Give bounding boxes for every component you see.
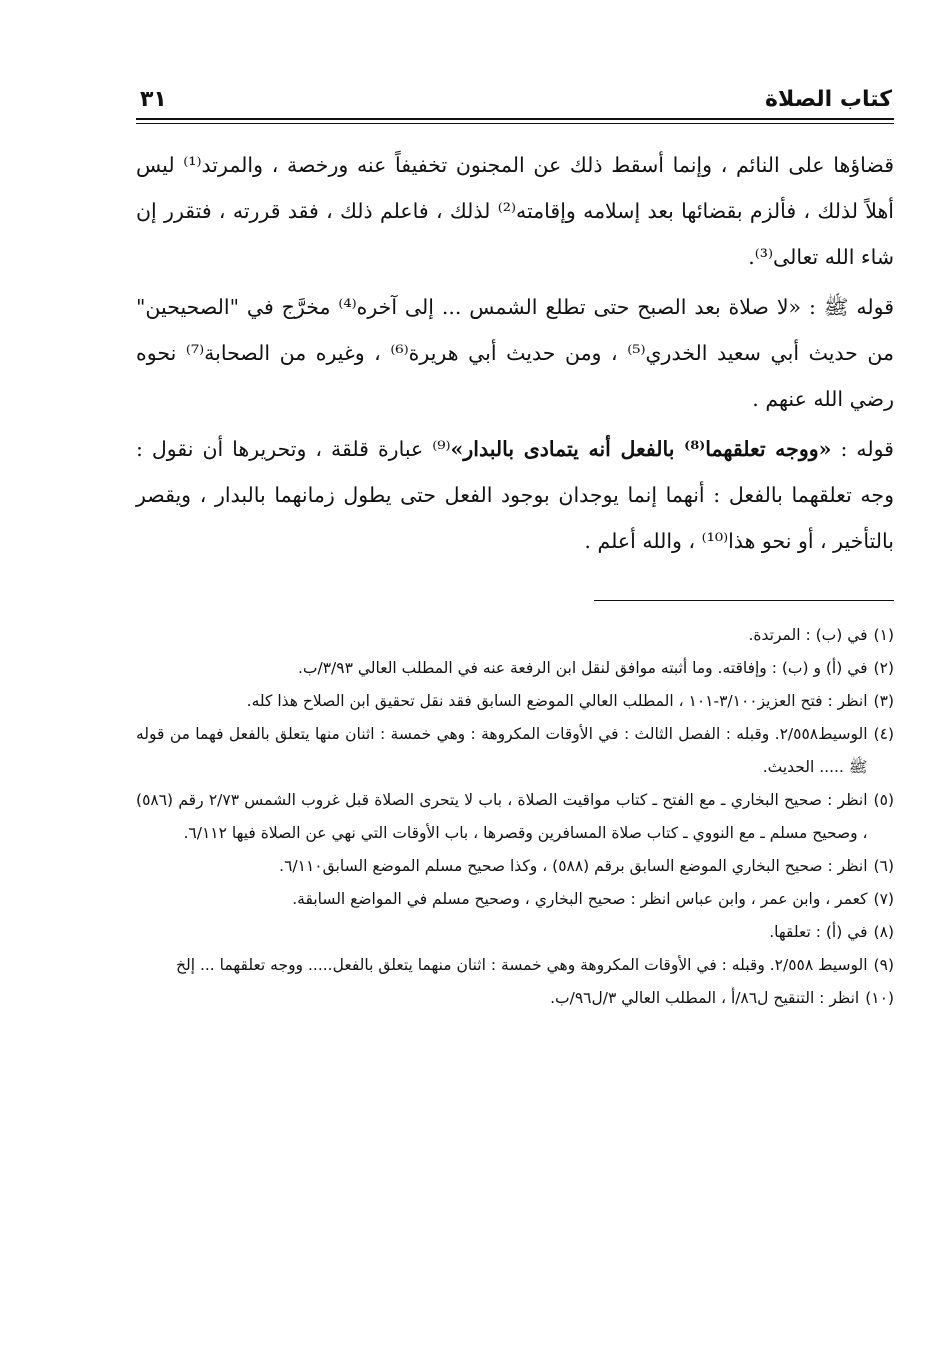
footnote-number: (٢) — [873, 659, 894, 677]
quoted-text: «ووجه تعلقهما⁽⁸⁾ بالفعل أنه يتمادى بالبدار» — [450, 437, 832, 461]
footnote-text: في (ب) : المرتدة. — [748, 626, 868, 644]
paragraph-3 — [136, 426, 894, 564]
footnote-number: (٨) — [873, 923, 894, 941]
footnote-text: انظر : صحيح البخاري ـ مع الفتح ـ كتاب مواقيت الصلاة ، باب لا يتحرى الصلاة قبل غروب الشمس ٢/٧٣ رقم (٥٨٦) ، وصحيح مسلم ـ مع النووي ـ كتاب صلاة المسافرين وقصرها ، باب الأوقات التي نهي عن الصلاة فيها ٦/١١٢. — [136, 791, 868, 842]
footnote-number: (١) — [873, 626, 894, 644]
footnote-number: (١٠) — [865, 989, 894, 1007]
header-rule-thin — [136, 123, 894, 124]
page-header — [136, 80, 894, 120]
footnote-text: انظر : صحيح البخاري الموضع السابق برقم (٥٨٨) ، وكذا صحيح مسلم الموضع السابق٦/١١٠. — [279, 857, 868, 875]
footnote-number: (٥) — [873, 791, 894, 809]
footnote-text: كعمر ، وابن عمر ، وابن عباس انظر : صحيح البخاري ، وصحيح مسلم في المواضع السابقة. — [292, 890, 868, 908]
footnote-text: انظر : فتح العزيز٣/١٠٠-١٠١ ، المطلب العالي الموضع السابق فقد نقل تحقيق ابن الصلاح هذا كله. — [246, 692, 868, 710]
paragraph-2: قوله ﷺ : «لا صلاة بعد الصبح حتى تطلع الشمس ... إلى آخره⁽⁴⁾ مخرَّج في "الصحيحين" من حديث أبي سعيد الخدري⁽⁵⁾ ، ومن حديث أبي هريرة⁽⁶⁾ ، وغيره من الصحابة⁽⁷⁾ نحوه رضي الله عنهم . — [136, 295, 895, 411]
running-title: كتاب الصلاة — [765, 87, 892, 112]
paragraph-1: قضاؤها على النائم ، وإنما أسقط ذلك عن المجنون تخفيفاً عنه ورخصة ، والمرتد⁽¹⁾ ليس أهلاً لذلك ، فألزم بقضائها بعد إسلامه وإقامته⁽²⁾ لذلك ، فاعلم ذلك ، فقد قررته ، فتقرر إن شاء الله تعالى⁽³⁾. — [136, 153, 894, 269]
body-text — [136, 142, 894, 564]
page-number: ٣١ — [140, 87, 167, 112]
footnote-text: في (أ) و (ب) : وإفاقته. وما أثبته موافق لنقل ابن الرفعة عنه في المطلب العالي ٣/٩٣/ب. — [297, 659, 868, 677]
footnote — [136, 784, 894, 850]
footnote — [136, 883, 894, 916]
footnote-separator — [594, 600, 894, 601]
footnotes — [136, 619, 894, 1015]
footnote-text: الوسيط٢/٥٥٨. وقبله : الفصل الثالث : في الأوقات المكروهة : وهي خمسة : اثنان منها يتعلق بالفعل فهما من قوله ﷺ ..... الحديث. — [136, 725, 868, 776]
footnote — [136, 850, 894, 883]
footnote-number: (٩) — [873, 956, 894, 974]
footnote — [136, 916, 894, 949]
header-rule — [136, 118, 894, 120]
footnote — [136, 619, 894, 652]
footnote-number: (٧) — [873, 890, 894, 908]
footnote-number: (٦) — [873, 857, 894, 875]
footnote — [136, 949, 894, 982]
footnote-text: الوسيط ٢/٥٥٨. وقبله : في الأوقات المكروهة وهي خمسة : اثنان منهما يتعلق بالفعل..... ووجه تعلقهما ... إلخ — [175, 956, 868, 974]
footnote — [136, 982, 894, 1015]
footnote-text: في (أ) : تعلقها. — [769, 923, 868, 941]
paragraph-3-prefix: قوله : — [831, 437, 894, 461]
footnote — [136, 718, 894, 784]
footnote-text: انظر : التنقيح ل٨٦/أ ، المطلب العالي ٣/ل٩٦/ب. — [550, 989, 860, 1007]
footnote — [136, 685, 894, 718]
paragraph-3-suffix: ⁽⁹⁾ عبارة قلقة ، وتحريرها أن نقول : وجه تعلقهما بالفعل : أنهما إنما يوجدان بوجود الفعل حتى يطول زمانهما بالبدار ، ويقصر بالتأخير ، أو نحو هذا⁽¹⁰⁾ ، والله أعلم . — [136, 437, 894, 553]
document-page — [136, 80, 894, 1300]
footnote-number: (٣) — [873, 692, 894, 710]
footnote — [136, 652, 894, 685]
footnote-number: (٤) — [873, 725, 894, 743]
